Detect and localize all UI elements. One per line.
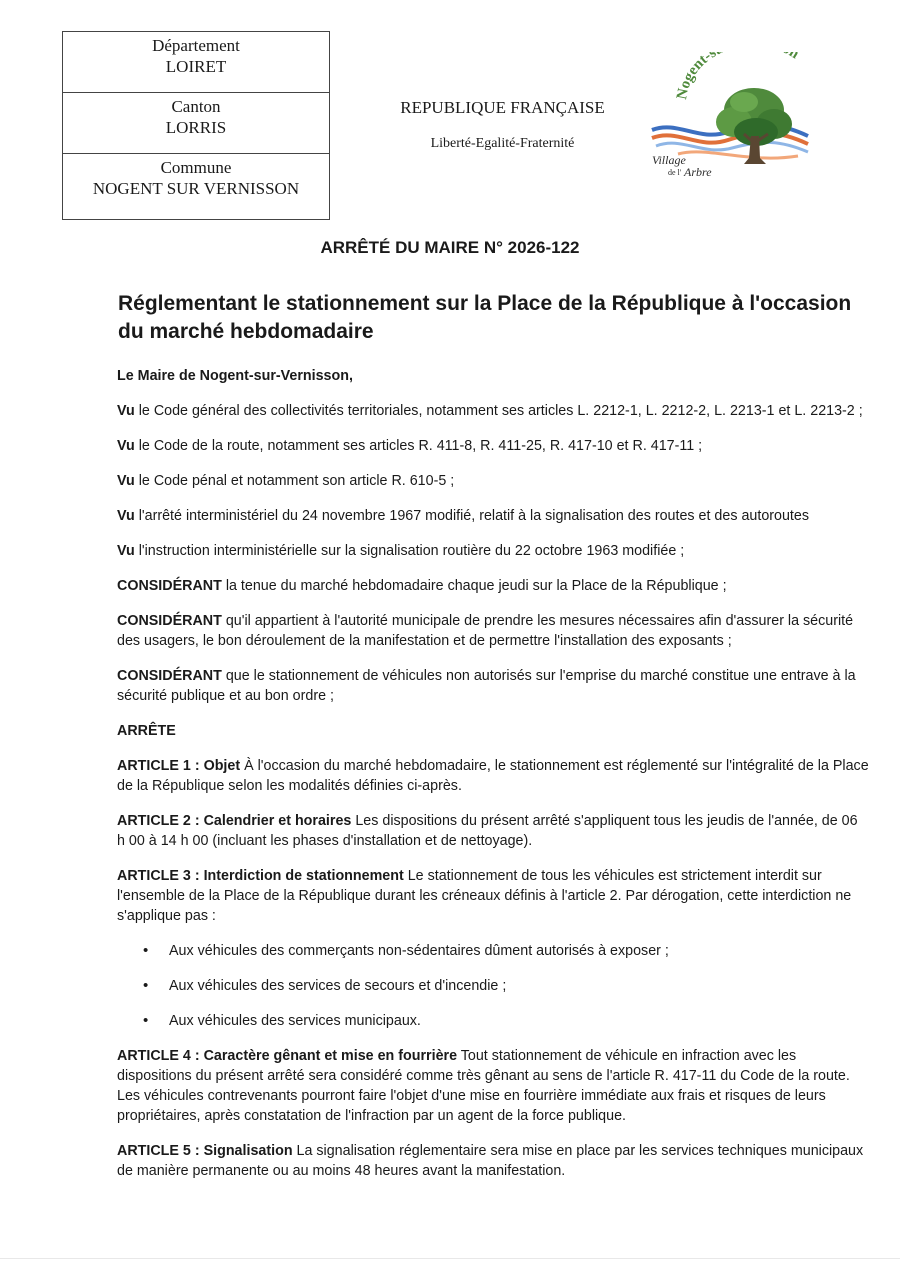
article-5: ARTICLE 5 : Signalisation La signalisation réglementaire sera mise en place par les services techniques municipaux de manière permanente ou au moins 48 heures avant la manifestation. — [117, 1143, 864, 1179]
list-item: • Aux véhicules des services municipaux. — [117, 1011, 869, 1031]
list-item: • Aux véhicules des services de secours et d'incendie ; — [117, 976, 869, 996]
visa-2: Vu le Code de la route, notamment ses articles R. 411-8, R. 411-25, R. 417-10 et R. 417-11 ; — [117, 438, 703, 454]
decree-body — [117, 366, 869, 1196]
canton-cell — [63, 93, 329, 154]
exceptions-list — [117, 941, 869, 1031]
mayor-intro: Le Maire de Nogent-sur-Vernisson, — [117, 368, 353, 384]
administrative-box — [62, 31, 330, 220]
canton-label: Canton — [171, 97, 221, 116]
logo-arc-text: Nogent-s n — [674, 52, 802, 101]
considerant-1: CONSIDÉRANT la tenue du marché hebdomadaire chaque jeudi sur la Place de la République ; — [117, 578, 727, 594]
article-4: ARTICLE 4 : Caractère gênant et mise en fourrière Tout stationnement de véhicule en infraction avec les dispositions du présent arrêté sera considéré comme très gênant au sens de l'article R. 417-11 du Code de la route. Les véhicules contrevenants pourront faire l'objet d'une mise en fourrière immédiate aux frais et risques de leurs propriétaires, après constatation de l'infraction par un agent de la force publique. — [117, 1048, 850, 1124]
visa-5: Vu l'instruction interministérielle sur la signalisation routière du 22 octobre 1963 modifiée ; — [117, 543, 685, 559]
canton-value: LORRIS — [165, 118, 227, 137]
page-bottom-divider — [0, 1258, 900, 1259]
article-2: ARTICLE 2 : Calendrier et horaires Les dispositions du présent arrêté s'appliquent tous les jeudis de l'année, de 06 h 00 à 14 h 00 (incluant les phases d'installation et de nettoyage). — [117, 813, 858, 849]
departement-value: LOIRET — [165, 57, 227, 76]
commune-value: NOGENT SUR VERNISSON — [92, 179, 300, 198]
visa-4: Vu l'arrêté interministériel du 24 novembre 1967 modifié, relatif à la signalisation des routes et des autoroutes — [117, 508, 810, 524]
considerant-3: CONSIDÉRANT que le stationnement de véhicules non autorisés sur l'emprise du marché constitue une entrave à la sécurité publique et au bon ordre ; — [117, 668, 856, 704]
tree-logo-icon — [648, 52, 828, 182]
logo-tagline-arbre: Arbre — [684, 165, 712, 179]
departement-label: Département — [152, 36, 240, 55]
article-1: ARTICLE 1 : Objet À l'occasion du marché hebdomadaire, le stationnement est réglementé sur l'intégralité de la Place de la République selon les modalités définies ci-après. — [117, 758, 869, 794]
visa-1: Vu le Code général des collectivités territoriales, notamment ses articles L. 2212-1, L. 2212-2, L. 2213-1 et L. 2213-2 ; — [117, 403, 863, 419]
municipal-logo — [648, 52, 828, 182]
list-item: • Aux véhicules des commerçants non-sédentaires dûment autorisés à exposer ; — [117, 941, 869, 961]
logo-tagline-de: de l' — [668, 168, 682, 177]
departement-cell — [63, 32, 329, 93]
decree-subject: Réglementant le stationnement sur la Place de la République à l'occasion du marché hebdomadaire — [118, 292, 852, 343]
republic-motto: Liberté-Egalité-Fraternité — [430, 136, 575, 151]
article-3: ARTICLE 3 : Interdiction de stationnement Le stationnement de tous les véhicules est strictement interdit sur l'ensemble de la Place de la République durant les créneaux définis à l'article 2. Par dérogation, cette interdiction ne s'applique pas : — [117, 868, 852, 924]
republic-header — [380, 98, 625, 152]
commune-cell — [63, 154, 329, 219]
commune-label: Commune — [160, 158, 232, 177]
considerant-2: CONSIDÉRANT qu'il appartient à l'autorité municipale de prendre les mesures nécessaires afin d'assurer la sécurité des usagers, le bon déroulement de la manifestation et de permettre l'installation des exposants ; — [117, 613, 854, 649]
decree-title: ARRÊTÉ DU MAIRE N° 2026-122 — [320, 238, 580, 257]
arrete-label: ARRÊTE — [117, 723, 176, 739]
logo-tagline-village: Village — [652, 153, 686, 167]
republic-title: REPUBLIQUE FRANÇAISE — [400, 98, 605, 117]
visa-3: Vu le Code pénal et notamment son article R. 610-5 ; — [117, 473, 455, 489]
